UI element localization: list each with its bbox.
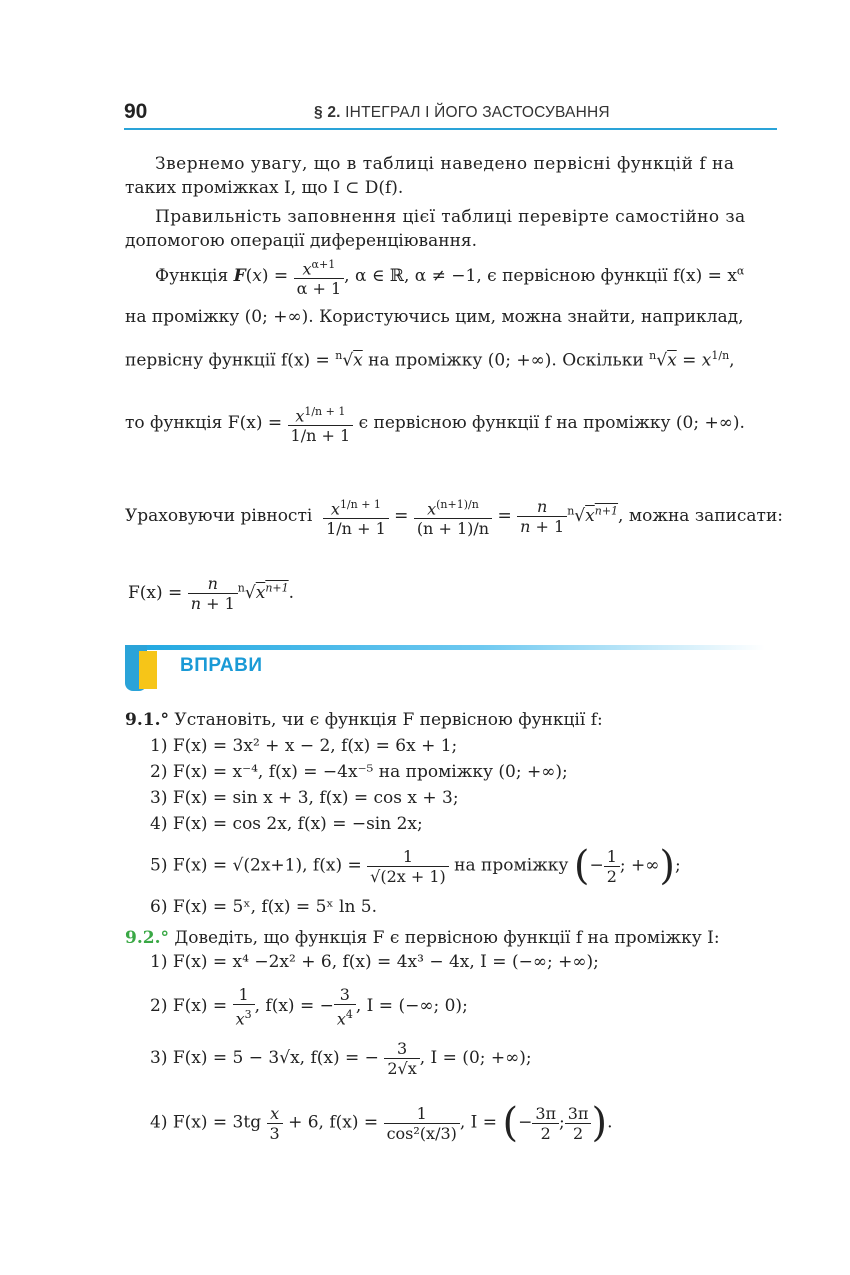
formula-fraction: $\frac{3\pi}{2}$ — [532, 1104, 559, 1143]
paragraph-3-line-2: на проміжку (0; +∞). Користуючись цим, можна знайти, наприклад, — [125, 307, 744, 327]
formula-fraction: $\frac{n}{n + 1}$ — [188, 574, 238, 613]
paragraph-3-line-5: Ураховуючи рівності $\frac{x^{1/n + 1}}{1/n + 1}$ = $\frac{x^{(n+1)/n}}{(n + 1)/n}$ = $\frac{n}{n + 1}$ $^n√x^{n+1}$, можна записати: — [125, 495, 783, 538]
exercise-item: 3) F(x) = sin x + 3, f(x) = cos x + 3; — [150, 788, 459, 808]
exercise-item: 3) F(x) = 5 − 3√x, f(x) = − $\frac{3}{2√x}$ , I = (0; +∞); — [150, 1039, 532, 1078]
formula-fraction: $\frac{n}{n + 1}$ — [517, 497, 567, 536]
formula-fraction: $\frac{1}{2}$ — [604, 847, 620, 886]
running-header — [314, 104, 610, 122]
exercise-9-1-heading: 9.1.° Установіть, чи є функція F первісною функції f: — [125, 710, 603, 730]
paragraph-1-line-1: Звернемо увагу, що в таблиці наведено первісні функцій f на — [155, 154, 735, 174]
exercise-number: 9.2.° — [125, 928, 169, 948]
section-banner — [125, 645, 765, 687]
exercise-item: 2) F(x) = $\frac{1}{x^3}$ , f(x) = − $\frac{3}{x^4}$ , I = (−∞; 0); — [150, 985, 468, 1029]
paragraph-3-line-6: F(x) = $\frac{n}{n + 1}$ $^n√x^{n+1}$. — [128, 574, 295, 613]
paragraph-3-line-1: Функція F(x) = $\frac{x^{\alpha+1}}{\alpha + 1}$ , α ∈ ℝ, α ≠ −1, є первісною функції $f(x) = x^\alpha$ — [155, 255, 744, 298]
formula-fraction: $\frac{3}{x^4}$ — [334, 985, 356, 1028]
exercise-item: 5) F(x) = √(2x+1), f(x) = $\frac{1}{√(2x + 1)}$ на проміжку (− $\frac{1}{2}$ ; +∞); — [150, 843, 681, 889]
formula-fraction: $\frac{3}{2√x}$ — [384, 1039, 419, 1078]
exercise-item: 1) F(x) = x⁴ −2x² + 6, f(x) = 4x³ − 4x, I = (−∞; +∞); — [150, 952, 599, 972]
banner-gradient-bar — [125, 645, 765, 650]
exercise-item: 1) F(x) = 3x² + x − 2, f(x) = 6x + 1; — [150, 736, 458, 756]
header-rule — [124, 128, 777, 130]
formula-fraction: $\frac{x^{1/n + 1}}{1/n + 1}$ — [288, 402, 354, 445]
exercise-9-2-heading: 9.2.° Доведіть, що функція F є первісною функції f на проміжку I: — [125, 928, 720, 948]
paragraph-1-line-2: таких проміжках I, що I ⊂ D(f). — [125, 178, 404, 198]
banner-yellow-tab — [139, 651, 157, 689]
section-mark: § 2. — [314, 104, 341, 121]
formula-fraction: $\frac{1}{x^3}$ — [233, 985, 255, 1028]
page-number: 90 — [124, 100, 148, 123]
exercise-item: 6) F(x) = 5ˣ, f(x) = 5ˣ ln 5. — [150, 897, 378, 917]
formula-fraction: $\frac{x^{1/n + 1}}{1/n + 1}$ — [323, 495, 389, 538]
formula-fraction: $\frac{x^{(n+1)/n}}{(n + 1)/n}$ — [414, 495, 492, 538]
paragraph-2-line-2: допомогою операції диференціювання. — [125, 231, 478, 251]
paragraph-3-line-4: то функція F(x) = $\frac{x^{1/n + 1}}{1/n + 1}$ є первісною функції f на проміжку (0; +∞). — [125, 402, 745, 445]
formula-fraction: $\frac{x^{\alpha+1}}{\alpha + 1}$ — [294, 255, 345, 298]
section-title-exercises: ВПРАВИ — [180, 655, 263, 676]
exercise-item: 4) F(x) = 3tg $\frac{x}{3}$ + 6, f(x) = $\frac{1}{\text{cos²(x/3)}}$ , I = (− $\frac{3\pi}{2}$ ; $\frac{3\pi}{2}$ ). — [150, 1100, 613, 1146]
exercise-number: 9.1.° — [125, 710, 169, 730]
formula-fraction: $\frac{1}{\text{cos²(x/3)}}$ — [384, 1104, 460, 1143]
exercise-item: 2) F(x) = x⁻⁴, f(x) = −4x⁻⁵ на проміжку (0; +∞); — [150, 762, 568, 782]
formula-fraction: $\frac{1}{√(2x + 1)}$ — [367, 847, 449, 886]
exercise-item: 4) F(x) = cos 2x, f(x) = −sin 2x; — [150, 814, 423, 834]
formula-fraction: $\frac{3\pi}{2}$ — [565, 1104, 592, 1143]
section-title: ІНТЕГРАЛ І ЙОГО ЗАСТОСУВАННЯ — [345, 104, 610, 121]
paragraph-2-line-1: Правильність заповнення цієї таблиці перевірте самостійно за — [155, 207, 746, 227]
paragraph-3-line-3: первісну функції f(x) = $^n$√x на проміжку (0; +∞). Оскільки $^n√x = x^{1/n}$, — [125, 349, 735, 371]
formula-fraction: $\frac{x}{3}$ — [267, 1104, 283, 1143]
